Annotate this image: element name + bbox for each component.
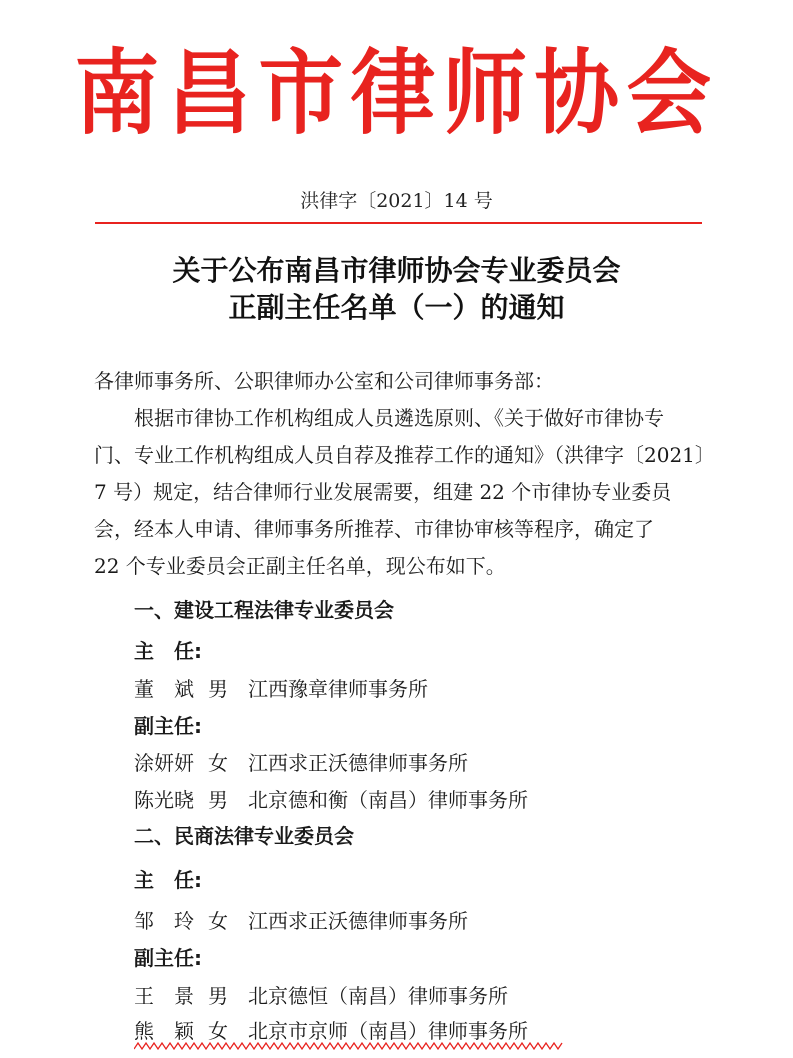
member-row [134,905,468,934]
member-firm: 北京市京师（南昌）律师事务所 [248,1019,528,1043]
director-label: 主 任: [134,868,202,892]
member-row [134,747,468,776]
member-gender: 女 [208,1019,228,1043]
red-divider [95,222,702,224]
member-firm: 北京德恒（南昌）律师事务所 [248,984,508,1008]
member-firm: 江西求正沃德律师事务所 [248,909,468,933]
member-name: 熊 颖 [134,1019,194,1043]
deputy-label: 副主任: [134,946,202,970]
member-firm: 江西求正沃德律师事务所 [248,751,468,775]
body-line: 门、专业工作机构组成人员自荐及推荐工作的通知》（洪律字〔2021〕 [94,443,715,467]
document-number: 洪律字〔2021〕14 号 [300,190,493,212]
deputy-label: 副主任: [134,714,202,738]
spellcheck-squiggle [134,1040,564,1052]
body-line: 会，经本人申请、律师事务所推荐、市律协审核等程序，确定了 [94,517,654,541]
member-gender: 男 [208,984,228,1008]
section-heading: 一、建设工程法律专业委员会 [134,598,394,622]
member-gender: 女 [208,909,228,933]
member-name: 涂妍妍 [134,751,194,775]
director-label: 主 任: [134,639,202,663]
member-name: 王 景 [134,984,194,1008]
masthead-org-name: 南昌市律师协会 [74,40,719,147]
member-row [134,673,428,702]
section-heading: 二、民商法律专业委员会 [134,824,354,848]
member-name: 陈光晓 [134,788,194,812]
member-gender: 男 [208,677,228,701]
body-line: 7 号）规定，结合律师行业发展需要，组建 22 个市律协专业委员 [94,480,672,504]
member-name: 董 斌 [134,677,194,701]
member-row [134,784,528,813]
body-line: 22 个专业委员会正副主任名单，现公布如下。 [94,554,506,578]
member-firm: 江西豫章律师事务所 [248,677,428,701]
title-line-2: 正副主任名单（一）的通知 [228,291,565,324]
title-line-1: 关于公布南昌市律师协会专业委员会 [172,254,621,287]
member-firm: 北京德和衡（南昌）律师事务所 [248,788,528,812]
member-gender: 男 [208,788,228,812]
body-line: 根据市律协工作机构组成人员遴选原则、《关于做好市律协专 [94,406,664,430]
member-row [134,980,508,1009]
member-gender: 女 [208,751,228,775]
member-name: 邹 玲 [134,909,194,933]
salutation: 各律师事务所、公职律师办公室和公司律师事务部： [94,369,554,393]
